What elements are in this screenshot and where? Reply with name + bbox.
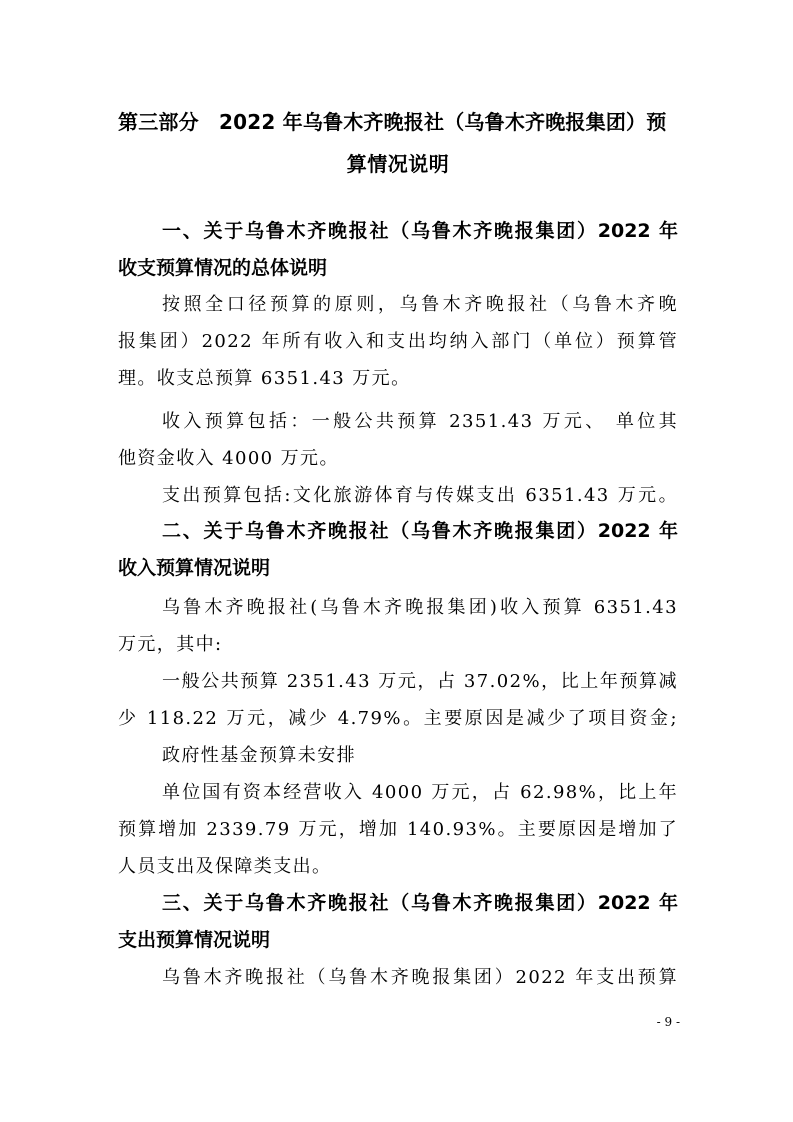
section-1-heading: 一、关于乌鲁木齐晚报社（乌鲁木齐晚报集团）2022 年 <box>162 220 678 242</box>
paragraph-line: 乌鲁木齐晚报社（乌鲁木齐晚报集团）2022 年支出预算 <box>162 967 678 988</box>
paragraph-line: 按照全口径预算的原则，乌鲁木齐晚报社（乌鲁木齐晚 <box>162 294 678 315</box>
section-2-heading: 二、关于乌鲁木齐晚报社（乌鲁木齐晚报集团）2022 年 <box>162 520 678 542</box>
section-3-heading: 三、关于乌鲁木齐晚报社（乌鲁木齐晚报集团）2022 年 <box>162 892 678 914</box>
paragraph-line: 万元，其中: <box>118 634 223 655</box>
document-title-line-1: 第三部分 2022 年乌鲁木齐晚报社（乌鲁木齐晚报集团）预 <box>118 110 667 134</box>
section-3-heading-cont: 支出预算情况说明 <box>118 929 271 951</box>
paragraph-line: 报集团）2022 年所有收入和支出均纳入部门（单位）预算管 <box>118 331 678 352</box>
paragraph-line: 单位国有资本经营收入 4000 万元，占 62.98%，比上年 <box>162 782 678 803</box>
paragraph-line: 乌鲁木齐晚报社(乌鲁木齐晚报集团)收入预算 6351.43 <box>162 597 678 618</box>
paragraph-line: 人员支出及保障类支出。 <box>118 856 332 877</box>
paragraph-line: 少 118.22 万元，减少 4.79%。主要原因是减少了项目资金; <box>118 708 678 729</box>
section-2-heading-cont: 收入预算情况说明 <box>118 557 271 579</box>
document-title-line-2: 算情况说明 <box>346 152 450 176</box>
paragraph-line: 预算增加 2339.79 万元，增加 140.93%。主要原因是增加了 <box>118 819 678 840</box>
paragraph-line: 政府性基金预算未安排 <box>162 745 356 766</box>
paragraph-line: 一般公共预算 2351.43 万元，占 37.02%，比上年预算减 <box>162 671 678 692</box>
page-number: - 9 - <box>656 1015 680 1029</box>
section-1-heading-cont: 收支预算情况的总体说明 <box>118 257 328 279</box>
paragraph-line: 理。收支总预算 6351.43 万元。 <box>118 368 411 389</box>
paragraph-line: 收入预算包括：一般公共预算 2351.43 万元、 单位其 <box>162 411 678 432</box>
paragraph-line: 支出预算包括:文化旅游体育与传媒支出 6351.43 万元。 <box>162 485 678 506</box>
paragraph-line: 他资金收入 4000 万元。 <box>118 448 339 469</box>
